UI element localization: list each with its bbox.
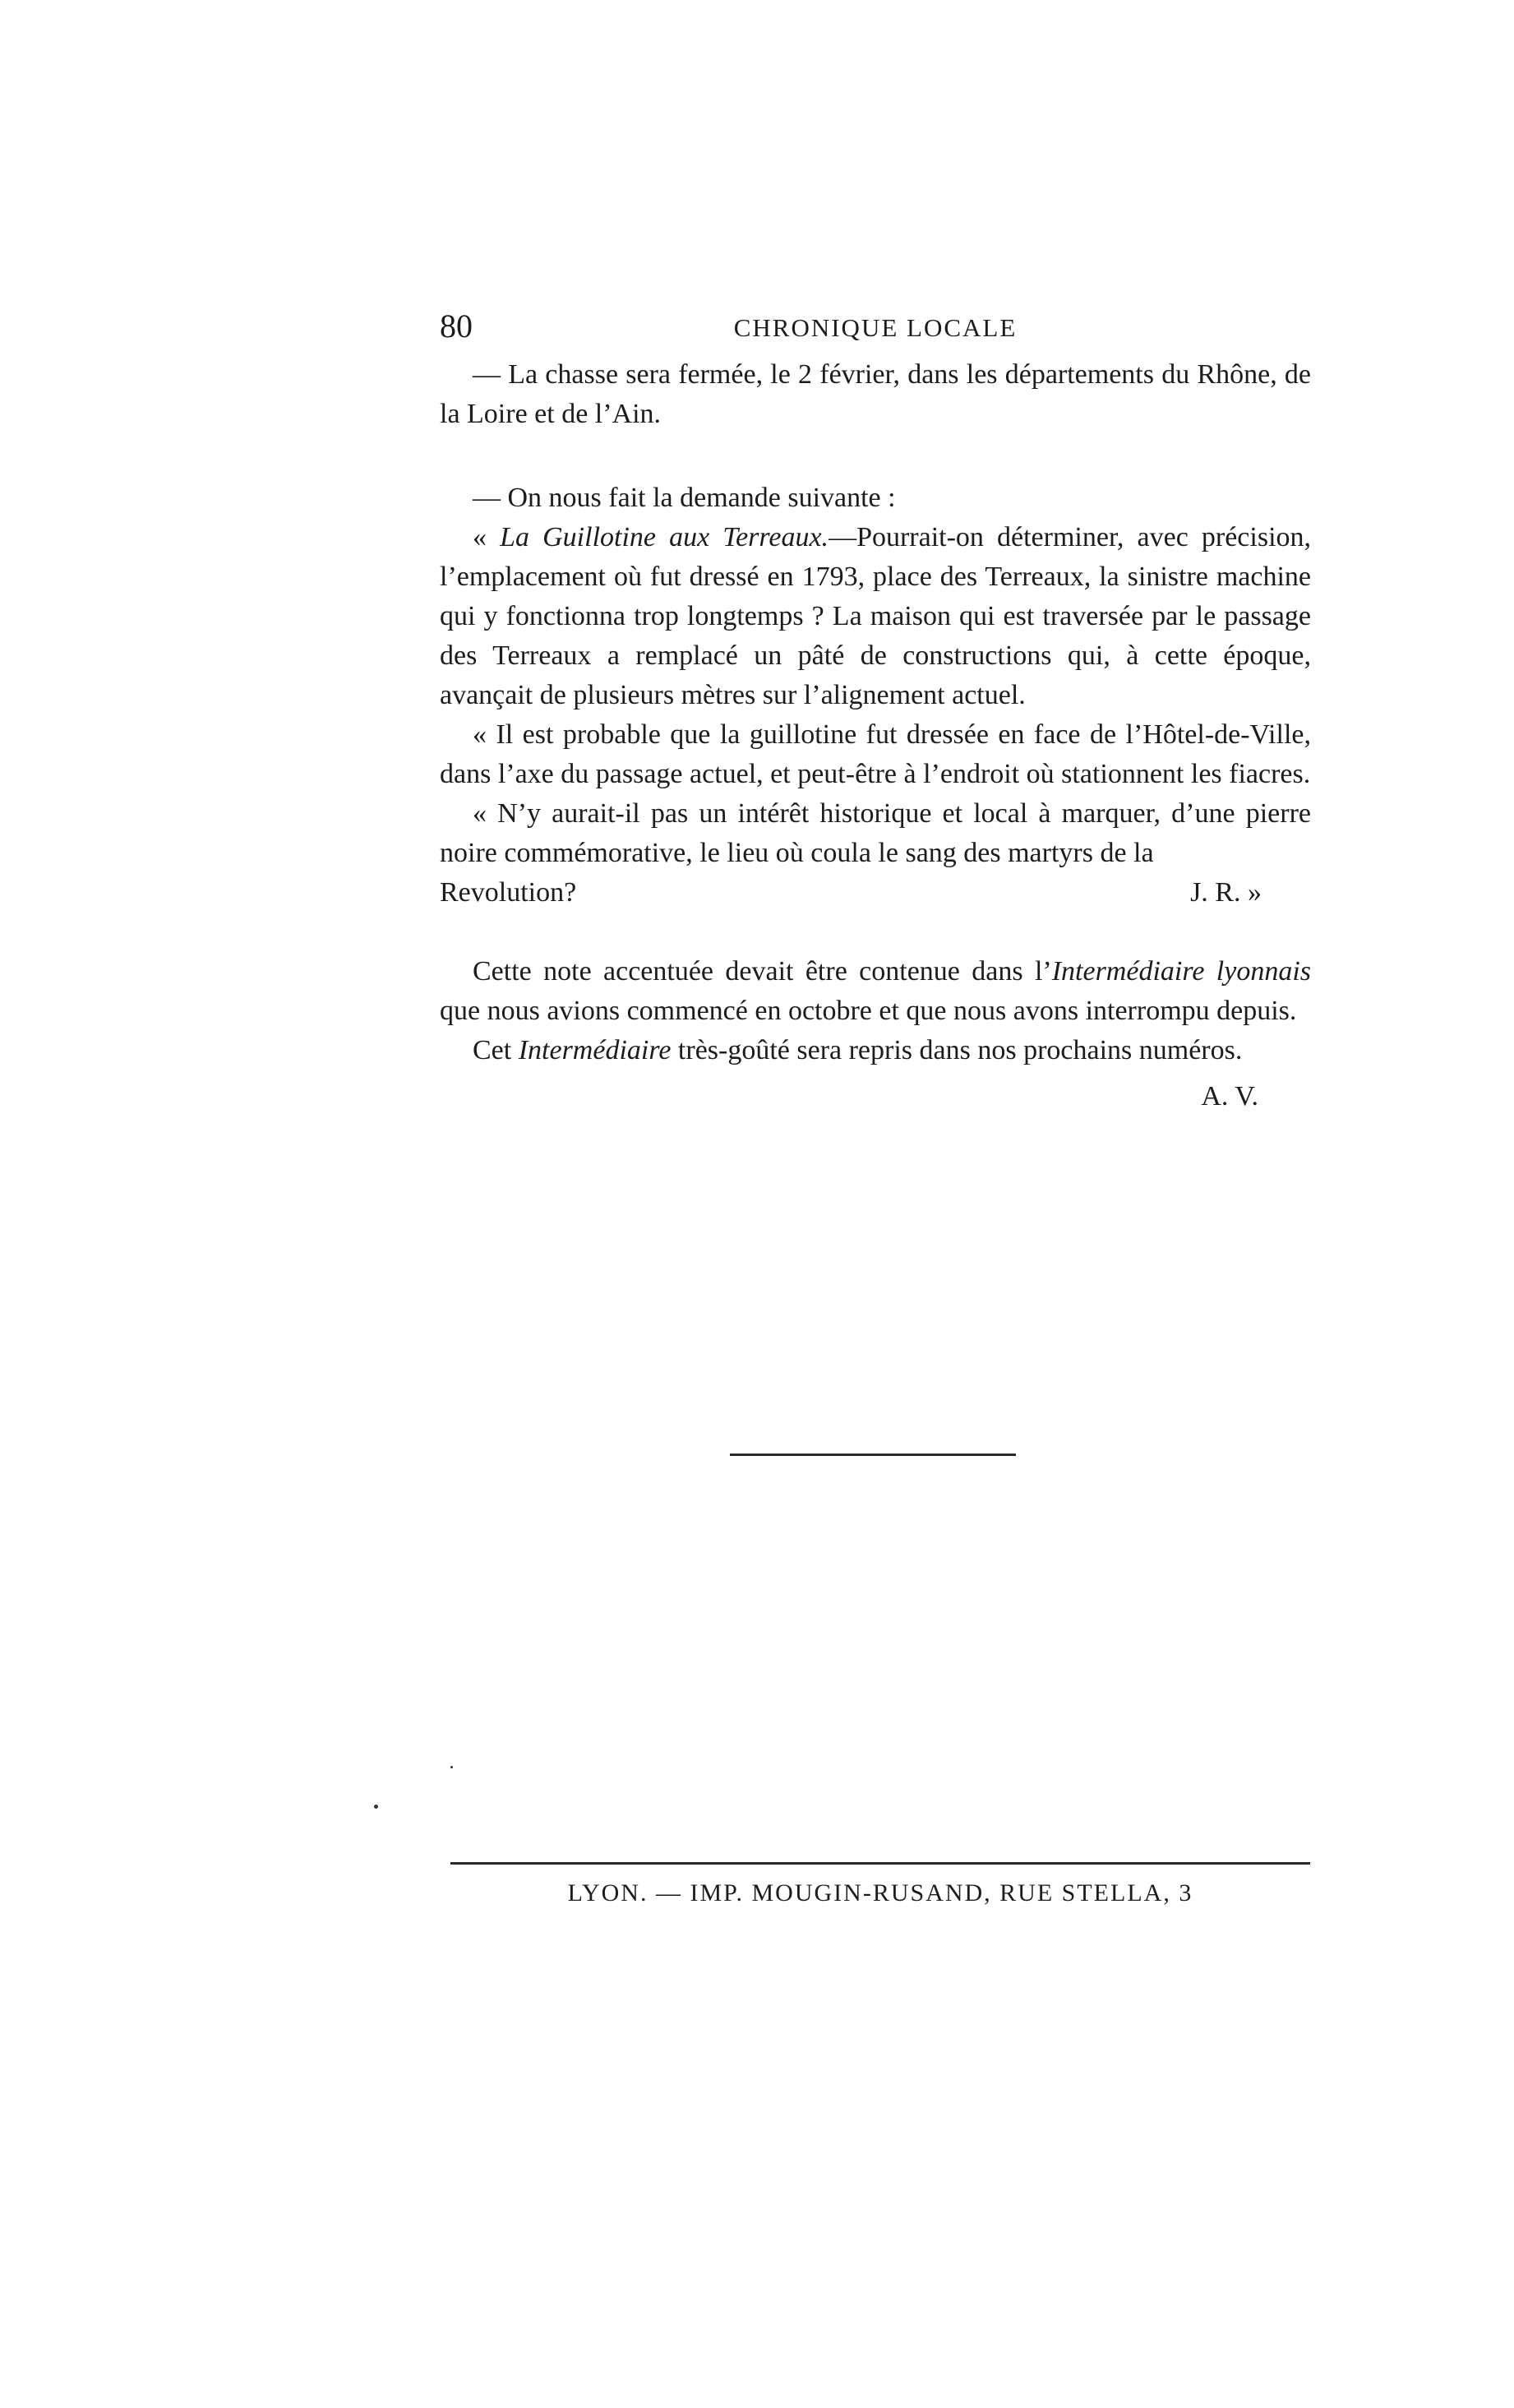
printer-imprint: LYON. — IMP. MOUGIN-RUSAND, RUE STELLA, 3 bbox=[567, 1879, 1193, 1907]
paragraph-note-text-b: que nous avions commencé en octobre et que nous avons interrompu depuis. bbox=[440, 996, 1297, 1026]
ink-speck bbox=[374, 1805, 378, 1809]
page-header bbox=[440, 306, 1311, 347]
paragraph-demande: — On nous fait la demande suivante : bbox=[473, 483, 896, 513]
paragraph-guillotine-text: —Pourrait-on déterminer, avec précision, l’emplacement où fut dressé en 1793, place des Terreaux, la sinistre machine qui y fonctionna trop longtemps ? La maison qui est traversée par le passage des Terreaux a remplacé un pâté de constructions qui, à cette époque, avançait de plusieurs mètres sur l’alignement actuel. bbox=[440, 522, 1312, 710]
paragraph-guillotine bbox=[440, 518, 1311, 715]
page-number: 80 bbox=[440, 307, 473, 344]
paragraph-note bbox=[440, 952, 1311, 1031]
quote-mark: « bbox=[473, 522, 501, 552]
section-divider bbox=[730, 1454, 1016, 1456]
article-title: La Guillotine aux Terreaux. bbox=[500, 522, 829, 552]
paragraph-interet-end bbox=[440, 873, 1311, 913]
intermediaire-title: Intermédiaire bbox=[518, 1035, 672, 1065]
paragraph-chasse: — La chasse sera fermée, le 2 février, dans les départements du Rhône, de la Loire et de l’Ain. bbox=[440, 359, 1311, 429]
paragraph-interet-last-line: Revolution? bbox=[440, 877, 577, 908]
running-title: CHRONIQUE LOCALE bbox=[733, 313, 1018, 342]
paragraph-cet bbox=[440, 1031, 1311, 1070]
ink-speck bbox=[450, 1766, 453, 1768]
quote-signature: J. R. » bbox=[1190, 877, 1262, 908]
intermediaire-lyonnais-title: Intermédiaire lyonnais bbox=[1051, 956, 1311, 987]
paragraph-cet-text-a: Cet bbox=[473, 1035, 519, 1065]
page-body bbox=[440, 355, 1311, 1116]
author-signature: A. V. bbox=[1201, 1081, 1258, 1112]
footer-rule bbox=[450, 1862, 1310, 1865]
paragraph-probable: « Il est probable que la guillotine fut dressée en face de l’Hôtel-de-Ville, dans l’axe du passage actuel, et peut-être à l’endroit où stationnent les fiacres. bbox=[440, 719, 1311, 789]
paragraph-interet: « N’y aurait-il pas un intérêt historique et local à marquer, d’une pierre noire commémorative, le lieu où coula le sang des martyrs de la bbox=[440, 798, 1311, 868]
paragraph-cet-text-b: très-goûté sera repris dans nos prochains numéros. bbox=[671, 1035, 1243, 1065]
paragraph-note-text-a: Cette note accentuée devait être contenue dans l’ bbox=[473, 956, 1052, 987]
